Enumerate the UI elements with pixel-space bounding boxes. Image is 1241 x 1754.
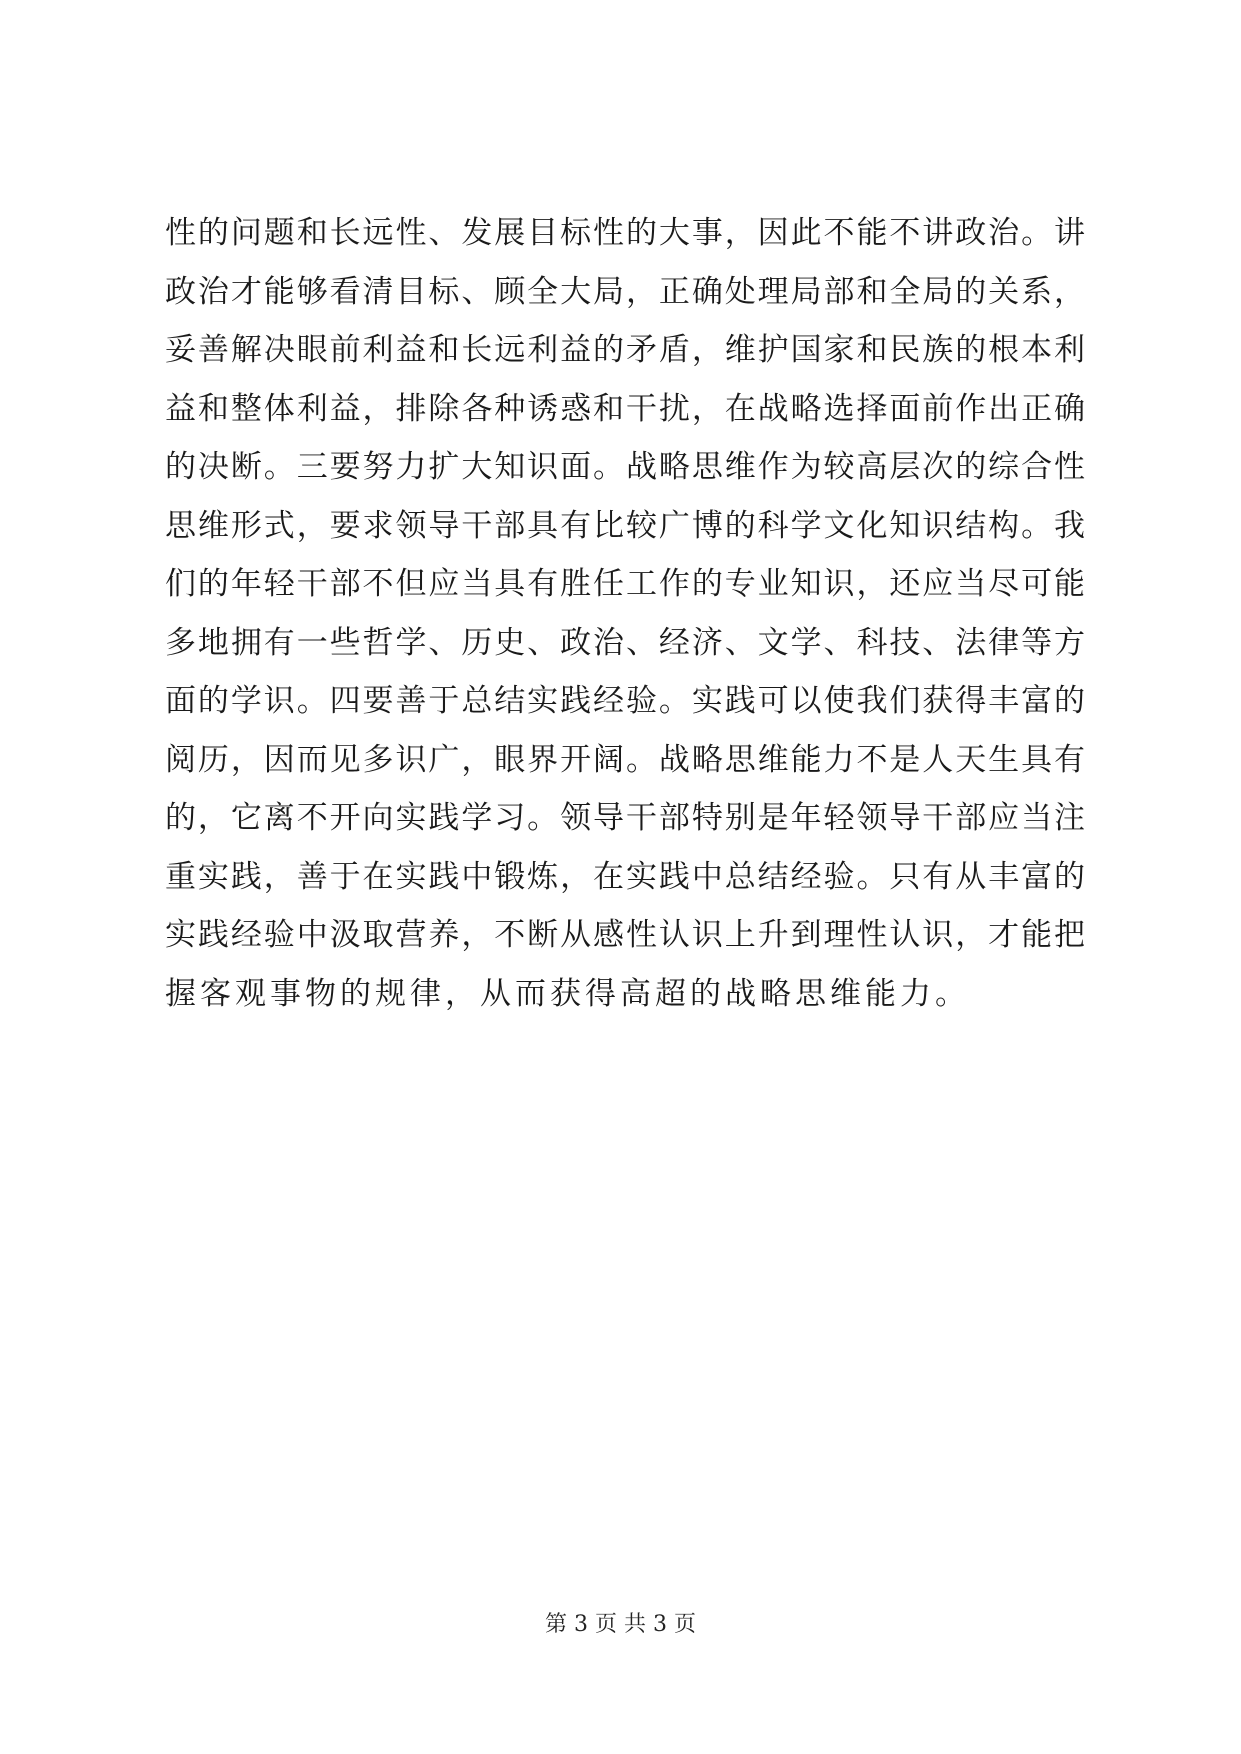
text-line: 的决断。三要努力扩大知识面。战略思维作为较高层次的综合性 [165, 449, 1085, 485]
text-line: 阅历，因而见多识广，眼界开阔。战略思维能力不是人天生具有 [165, 741, 1085, 778]
text-line: 政治才能够看清目标、顾全大局，正确处理局部和全局的关系， [165, 273, 1085, 310]
text-line: 实践经验中汲取营养，不断从感性认识上升到理性认识，才能把 [165, 917, 1085, 953]
text-line-last: 握客观事物的规律，从而获得高超的战略思维能力。 [165, 975, 970, 1012]
text-line: 思维形式，要求领导干部具有比较广博的科学文化知识结构。我 [165, 507, 1085, 544]
text-line: 面的学识。四要善于总结实践经验。实践可以使我们获得丰富的 [165, 683, 1085, 719]
text-line: 重实践，善于在实践中锻炼，在实践中总结经验。只有从丰富的 [165, 858, 1085, 895]
page-footer [0, 1610, 1241, 1640]
text-line: 们的年轻干部不但应当具有胜任工作的专业知识，还应当尽可能 [165, 566, 1085, 602]
body-text [165, 204, 1085, 1023]
text-line: 多地拥有一些哲学、历史、政治、经济、文学、科技、法律等方 [165, 624, 1085, 661]
text-line: 性的问题和长远性、发展目标性的大事，因此不能不讲政治。讲 [165, 215, 1085, 251]
page-number-label: 第 3 页 共 3 页 [545, 1612, 696, 1637]
text-line: 益和整体利益，排除各种诱惑和干扰，在战略选择面前作出正确 [165, 390, 1085, 427]
text-line: 的，它离不开向实践学习。领导干部特别是年轻领导干部应当注 [165, 800, 1085, 836]
text-line: 妥善解决眼前利益和长远利益的矛盾，维护国家和民族的根本利 [165, 332, 1085, 368]
